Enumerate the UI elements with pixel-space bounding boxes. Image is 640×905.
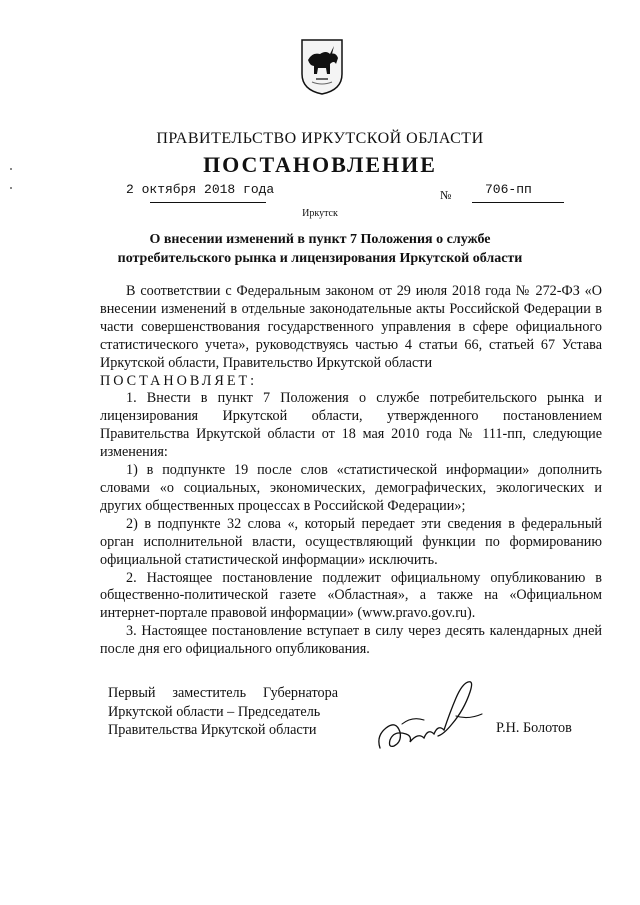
margin-mark <box>10 187 12 189</box>
coat-of-arms-emblem <box>300 38 344 96</box>
subject-line: потребительского рынка и лицензирования Иркутской области <box>117 251 523 266</box>
signatory-title-line: Правительства Иркутской области <box>108 722 317 738</box>
organization-name: ПРАВИТЕЛЬСТВО ИРКУТСКОЙ ОБЛАСТИ <box>156 130 484 147</box>
subject-line: О внесении изменений в пункт 7 Положения о службе <box>149 232 491 247</box>
document-number: 706-пп <box>485 182 532 197</box>
signatory-name: Р.Н. Болотов <box>496 720 572 736</box>
signatory-title-word: Первый <box>108 685 156 701</box>
signatory-title-line: Иркутской области – Председатель <box>108 703 321 720</box>
city: Иркутск <box>302 208 338 219</box>
paragraph-item-1-2: 2) в подпункте 32 слова «, который передает эти сведения в федеральный орган исполнительной власти, осуществляющий функции по формированию официальной статистической информации» исключить. <box>100 515 602 568</box>
paragraph-preamble: В соответствии с Федеральным законом от 29 июля 2018 года № 272-ФЗ «О внесении изменений в отдельные законодательные акты Российской Федерации в части совершенствования государственного управления в сфере официального статистического учета», руководствуясь частью 4 статьи 66, статьей 67 Устава Иркутской области, Правительство Иркутской области <box>100 283 602 371</box>
handwritten-signature <box>372 676 492 758</box>
number-sign: № <box>440 188 452 202</box>
document-type: ПОСТАНОВЛЕНИЕ <box>203 152 437 177</box>
signatory-title <box>108 684 338 740</box>
paragraph-item-3: 3. Настоящее постановление вступает в силу через десять календарных дней после дня его официального опубликования. <box>100 623 602 658</box>
number-underline <box>472 202 564 203</box>
paragraph-item-2: 2. Настоящее постановление подлежит официальному опубликованию в общественно-политической газете «Областная», а также на «Официальном интернет-портале правовой информации» (www.pravo.gov.ru). <box>100 569 602 622</box>
resolves-heading: ПОСТАНОВЛЯЕТ: <box>100 372 258 389</box>
date-underline <box>150 202 266 203</box>
document-body <box>100 283 602 659</box>
signatory-title-word: заместитель <box>172 685 247 701</box>
paragraph-item-1: 1. Внести в пункт 7 Положения о службе потребительского рынка и лицензирования Иркутской области, утвержденного постановлением Правительства Иркутской области от 18 мая 2010 года № 111-пп, следующие изменения: <box>100 390 602 461</box>
signatory-title-word: Губернатора <box>262 685 338 701</box>
document-date: 2 октября 2018 года <box>126 182 275 197</box>
document-subject <box>0 230 640 268</box>
paragraph-item-1-1: 1) в подпункте 19 после слов «статистической информации» дополнить словами «о социальных, экономических, демографических, экологических и других общественных процессах в Российской Федерации»; <box>100 462 602 514</box>
